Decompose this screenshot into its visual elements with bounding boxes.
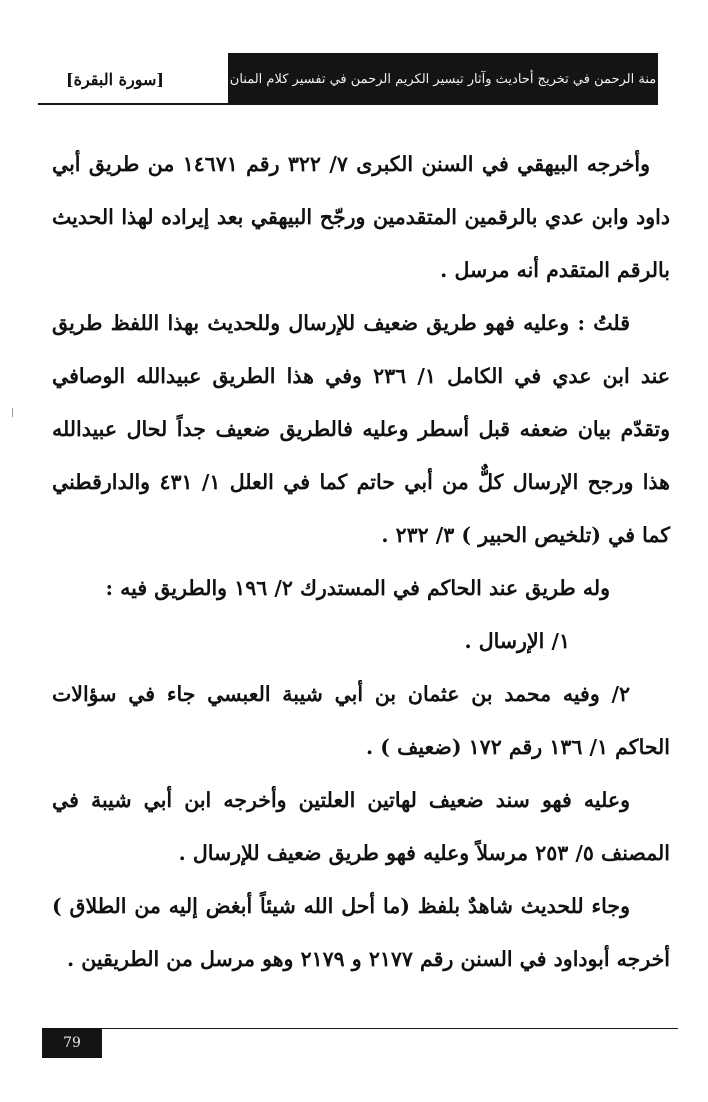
paragraph-5: وجاء للحديث شاهدٌ بلفظ (ما أحل الله شيئاً أبغض إليه من الطلاق ) أخرجه أبوداود في السنن رقم ٢١٧٧ و ٢١٧٩ وهو مرسل من الطريقين .: [52, 894, 670, 971]
list-item-1: ١/ الإرسال .: [464, 629, 570, 653]
surah-label: [سورة البقرة]: [66, 70, 164, 89]
paragraph-2: قلتُ : وعليه فهو طريق ضعيف للإرسال وللحديث بهذا اللفظ طريق عند ابن عدي في الكامل ١/ ٢٣٦ وفي هذا الطريق عبيدالله الوصافي وتقدّم بيان ضعفه قبل أسطر وعليه فالطريق ضعيف جداً لحال عبيدالله هذا ورجح الإرسال كلٌّ من أبي حاتم كما في العلل ١/ ٤٣١ والدارقطني كما في (تلخيص الحبير ) ٣/ ٢٣٢ .: [52, 311, 671, 547]
book-title: منة الرحمن في تخريج أحاديث وآثار تيسير الكريم الرحمن في تفسير كلام المنان: [229, 71, 657, 87]
paragraph-1: وأخرجه البيهقي في السنن الكبرى ٧/ ٣٢٢ رقم ١٤٦٧١ من طريق أبي داود وابن عدي بالرقمين المتقدمين ورجّح البيهقي بعد إيراده لهذا الحديث بالرقم المتقدم أنه مرسل .: [52, 152, 670, 282]
paragraph-4: وعليه فهو سند ضعيف لهاتين العلتين وأخرجه ابن أبي شيبة في المصنف ٥/ ٢٥٣ مرسلاً وعليه فهو طريق ضعيف للإرسال .: [52, 788, 670, 865]
margin-mark: [12, 408, 13, 417]
header-divider: [38, 103, 658, 105]
page-body: [52, 138, 670, 986]
list-item-2: ٢/ وفيه محمد بن عثمان بن أبي شيبة العبسي جاء في سؤالات الحاكم ١/ ١٣٦ رقم ١٧٢ (ضعيف ) .: [52, 682, 670, 759]
footer-divider: [42, 1028, 678, 1029]
page-number: 79: [42, 1028, 102, 1058]
header-title-bar: [228, 53, 658, 105]
paragraph-3: وله طريق عند الحاكم في المستدرك ٢/ ١٩٦ والطريق فيه :: [105, 576, 610, 600]
